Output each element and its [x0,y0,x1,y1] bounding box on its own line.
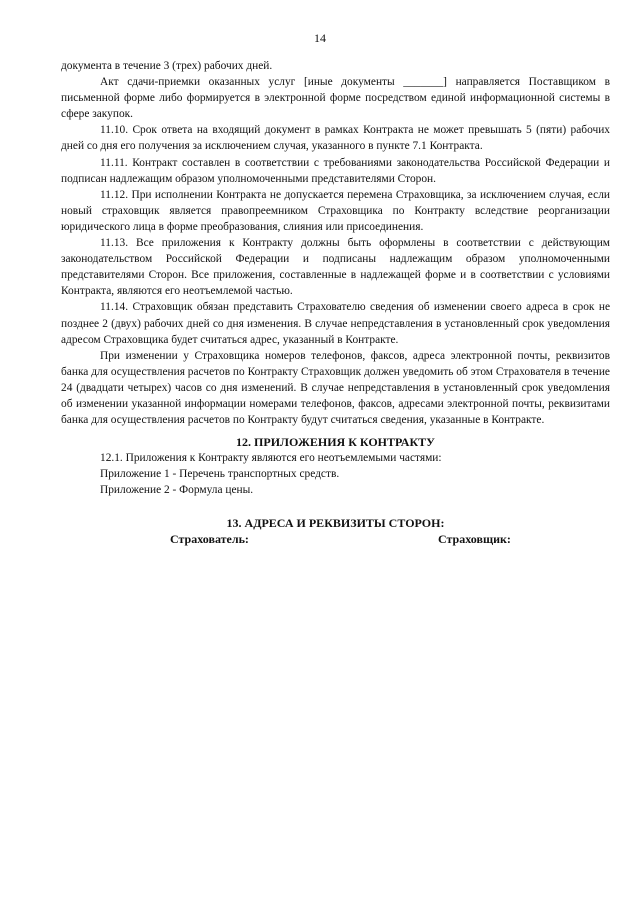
paragraph-11-10: 11.10. Срок ответа на входящий документ в рамках Контракта не может превышать 5 (пяти) рабочих дней со дня его получения за исключением случая, указанного в пункте 7.1 Контракта. [61,124,610,153]
paragraph-11-14: 11.14. Страховщик обязан представить Страхователю сведения об изменении своего адреса в срок не позднее 2 (двух) рабочих дней со дня изменения. В случае непредставления в установленный срок уведомления адресом Страховщика будет считаться адрес, указанный в Контракте. [61,301,610,346]
paragraph-acceptance-act: Акт сдачи-приемки оказанных услуг [иные документы _______] направляется Поставщиком в письменной форме либо формируется в электронной форме посредством единой информационной системы в сфере закупок. [61,76,610,121]
page-number: 14 [314,31,326,45]
insurer-label: Страховщик: [438,532,511,547]
paragraph-11-13: 11.13. Все приложения к Контракту должны быть оформлены в соответствии с действующим законодательством Российской Федерации и подписаны надлежащим образом уполномоченными представителями Сторон. Все приложения, составленные в надлежащей форме и в соответствии с условиями Контракта, являются его неотъемлемой частью. [61,237,610,298]
document-body [61,58,610,547]
insurant-label: Страхователь: [170,532,249,547]
section-12-heading: 12. ПРИЛОЖЕНИЯ К КОНТРАКТУ [236,435,435,450]
annex-2-line: Приложение 2 - Формула цены. [100,484,254,497]
paragraph-contact-changes: При изменении у Страховщика номеров телефонов, факсов, адреса электронной почты, реквизитов банка для осуществления расчетов по Контракту Страховщик должен уведомить об этом Страхователя в течение 24 (двадцати четырех) часов со дня изменений. В случае непредставления в установленный срок уведомления об изменении указанной информации номерами телефонов, факсов, адресами электронной почты, реквизитами банка для осуществления расчетов по Контракту будут считаться сведения, указанные в Контракте. [61,349,610,427]
paragraph-11-11: 11.11. Контракт составлен в соответствии с требованиями законодательства Российской Федерации и подписан надлежащим образом уполномоченными представителями Сторон. [61,156,610,185]
parties-row [61,531,610,547]
paragraph-11-12: 11.12. При исполнении Контракта не допускается перемена Страховщика, за исключением случая, если новый страховщик является правопреемником Страховщика по Контракту вследствие реорганизации юридического лица в форме преобразования, слияния или присоединения. [61,188,610,233]
paragraph-continuation: документа в течение 3 (трех) рабочих дней. [61,60,273,72]
section-13-heading: 13. АДРЕСА И РЕКВИЗИТЫ СТОРОН: [226,516,445,531]
annex-1-line: Приложение 1 - Перечень транспортных средств. [100,468,340,481]
section-12-1: 12.1. Приложения к Контракту являются его неотъемлемыми частями: [100,452,442,465]
